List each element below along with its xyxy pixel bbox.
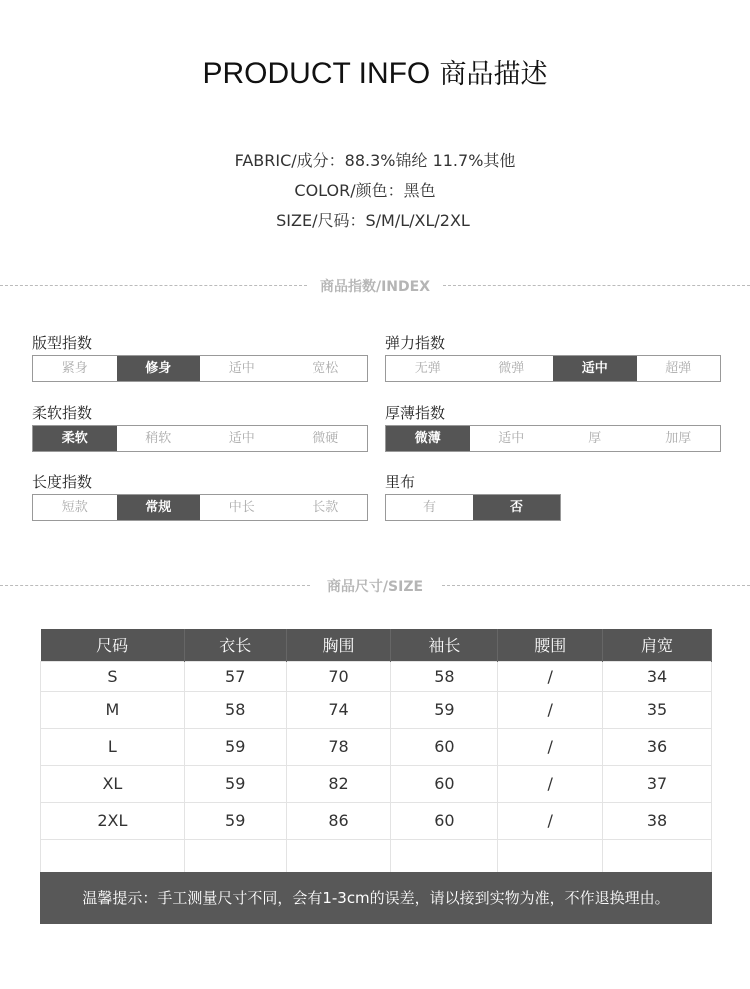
table-cell: 2XL	[41, 802, 185, 839]
index-block-fit	[32, 333, 368, 382]
table-cell: 34	[603, 661, 712, 691]
index-option: 中长	[228, 500, 255, 515]
index-option: 微硬	[312, 431, 339, 446]
table-cell: 78	[286, 728, 391, 765]
table-cell: 60	[391, 802, 498, 839]
index-option: 短款	[61, 500, 88, 515]
table-row	[41, 661, 712, 691]
index-option: 厚	[588, 431, 602, 446]
index-block-softness	[32, 403, 368, 452]
table-cell: 70	[286, 661, 391, 691]
index-block-length	[32, 472, 368, 521]
table-cell: L	[41, 728, 185, 765]
index-bar	[385, 494, 561, 521]
page-title	[0, 52, 750, 91]
fabric-info: FABRIC/成分：88.3%锦纶 11.7%其他	[234, 151, 516, 170]
index-name: 里布	[385, 473, 416, 491]
table-row	[41, 728, 712, 765]
index-divider	[0, 276, 750, 296]
index-option: 微弹	[498, 361, 525, 376]
index-bar	[385, 425, 721, 452]
index-name: 长度指数	[32, 473, 93, 491]
column-header: 肩宽	[603, 629, 712, 661]
index-name: 弹力指数	[385, 334, 446, 352]
index-option: 适中	[228, 361, 255, 376]
table-cell: /	[498, 691, 603, 728]
table-cell: M	[41, 691, 185, 728]
index-section-label: 商品指数/INDEX	[319, 279, 431, 295]
size-section-label: 商品尺寸/SIZE	[326, 579, 424, 595]
table-cell: /	[498, 728, 603, 765]
column-header: 衣长	[184, 629, 286, 661]
table-cell	[391, 839, 498, 876]
index-bar	[32, 425, 368, 452]
table-cell	[41, 839, 185, 876]
index-block-thickness	[385, 403, 721, 452]
table-cell: /	[498, 661, 603, 691]
table-cell: 60	[391, 728, 498, 765]
column-header: 袖长	[391, 629, 498, 661]
index-option-selected: 修身	[117, 356, 201, 381]
index-option-selected: 常规	[117, 495, 201, 520]
index-bar	[32, 355, 368, 382]
table-cell	[184, 839, 286, 876]
index-bar	[385, 355, 721, 382]
table-body	[41, 661, 712, 876]
index-option-selected: 适中	[553, 356, 637, 381]
index-option: 稍软	[145, 431, 172, 446]
index-option: 有	[422, 500, 436, 515]
index-bar	[32, 494, 368, 521]
index-option: 适中	[498, 431, 525, 446]
table-cell: 59	[391, 691, 498, 728]
column-header: 尺码	[41, 629, 185, 661]
title-chinese: 商品描述	[439, 59, 548, 90]
table-row	[41, 765, 712, 802]
table-cell: 59	[184, 802, 286, 839]
table-cell: 37	[603, 765, 712, 802]
table-cell: XL	[41, 765, 185, 802]
table-cell: /	[498, 765, 603, 802]
table-row	[41, 839, 712, 876]
table-cell: 86	[286, 802, 391, 839]
table-cell: S	[41, 661, 185, 691]
column-header: 腰围	[498, 629, 603, 661]
notice-banner: 温馨提示：手工测量尺寸不同，会有1-3cm的误差，请以接到实物为准，不作退换理由。	[40, 872, 712, 924]
table-cell: 59	[184, 765, 286, 802]
table-cell: 74	[286, 691, 391, 728]
title-english: PRODUCT INFO	[202, 57, 431, 90]
table-row	[41, 691, 712, 728]
table-cell: 57	[184, 661, 286, 691]
table-cell: 36	[603, 728, 712, 765]
index-block-lining	[385, 472, 561, 521]
index-option: 适中	[228, 431, 255, 446]
column-header: 胸围	[286, 629, 391, 661]
table-cell	[498, 839, 603, 876]
table-cell: 35	[603, 691, 712, 728]
table-cell: /	[498, 802, 603, 839]
table-cell: 59	[184, 728, 286, 765]
table-cell	[603, 839, 712, 876]
index-option: 紧身	[61, 361, 88, 376]
index-option: 加厚	[665, 431, 692, 446]
table-cell: 38	[603, 802, 712, 839]
index-option-selected: 柔软	[33, 426, 117, 451]
color-info: COLOR/颜色：黑色	[294, 181, 436, 200]
table-cell: 58	[391, 661, 498, 691]
table-header-row	[41, 629, 712, 661]
index-option: 宽松	[312, 361, 339, 376]
index-name: 厚薄指数	[385, 404, 446, 422]
table-cell: 82	[286, 765, 391, 802]
index-option-selected: 微薄	[386, 426, 470, 451]
index-option: 超弹	[665, 361, 692, 376]
index-option-selected: 否	[473, 495, 560, 520]
index-option: 长款	[312, 500, 339, 515]
index-name: 柔软指数	[32, 404, 93, 422]
table-cell: 60	[391, 765, 498, 802]
table-row	[41, 802, 712, 839]
index-block-elasticity	[385, 333, 721, 382]
size-divider	[0, 576, 750, 596]
table-cell: 58	[184, 691, 286, 728]
table-cell	[286, 839, 391, 876]
index-option: 无弹	[414, 361, 441, 376]
size-info: SIZE/尺码：S/M/L/XL/2XL	[276, 211, 470, 230]
size-table	[40, 629, 712, 877]
index-name: 版型指数	[32, 334, 93, 352]
